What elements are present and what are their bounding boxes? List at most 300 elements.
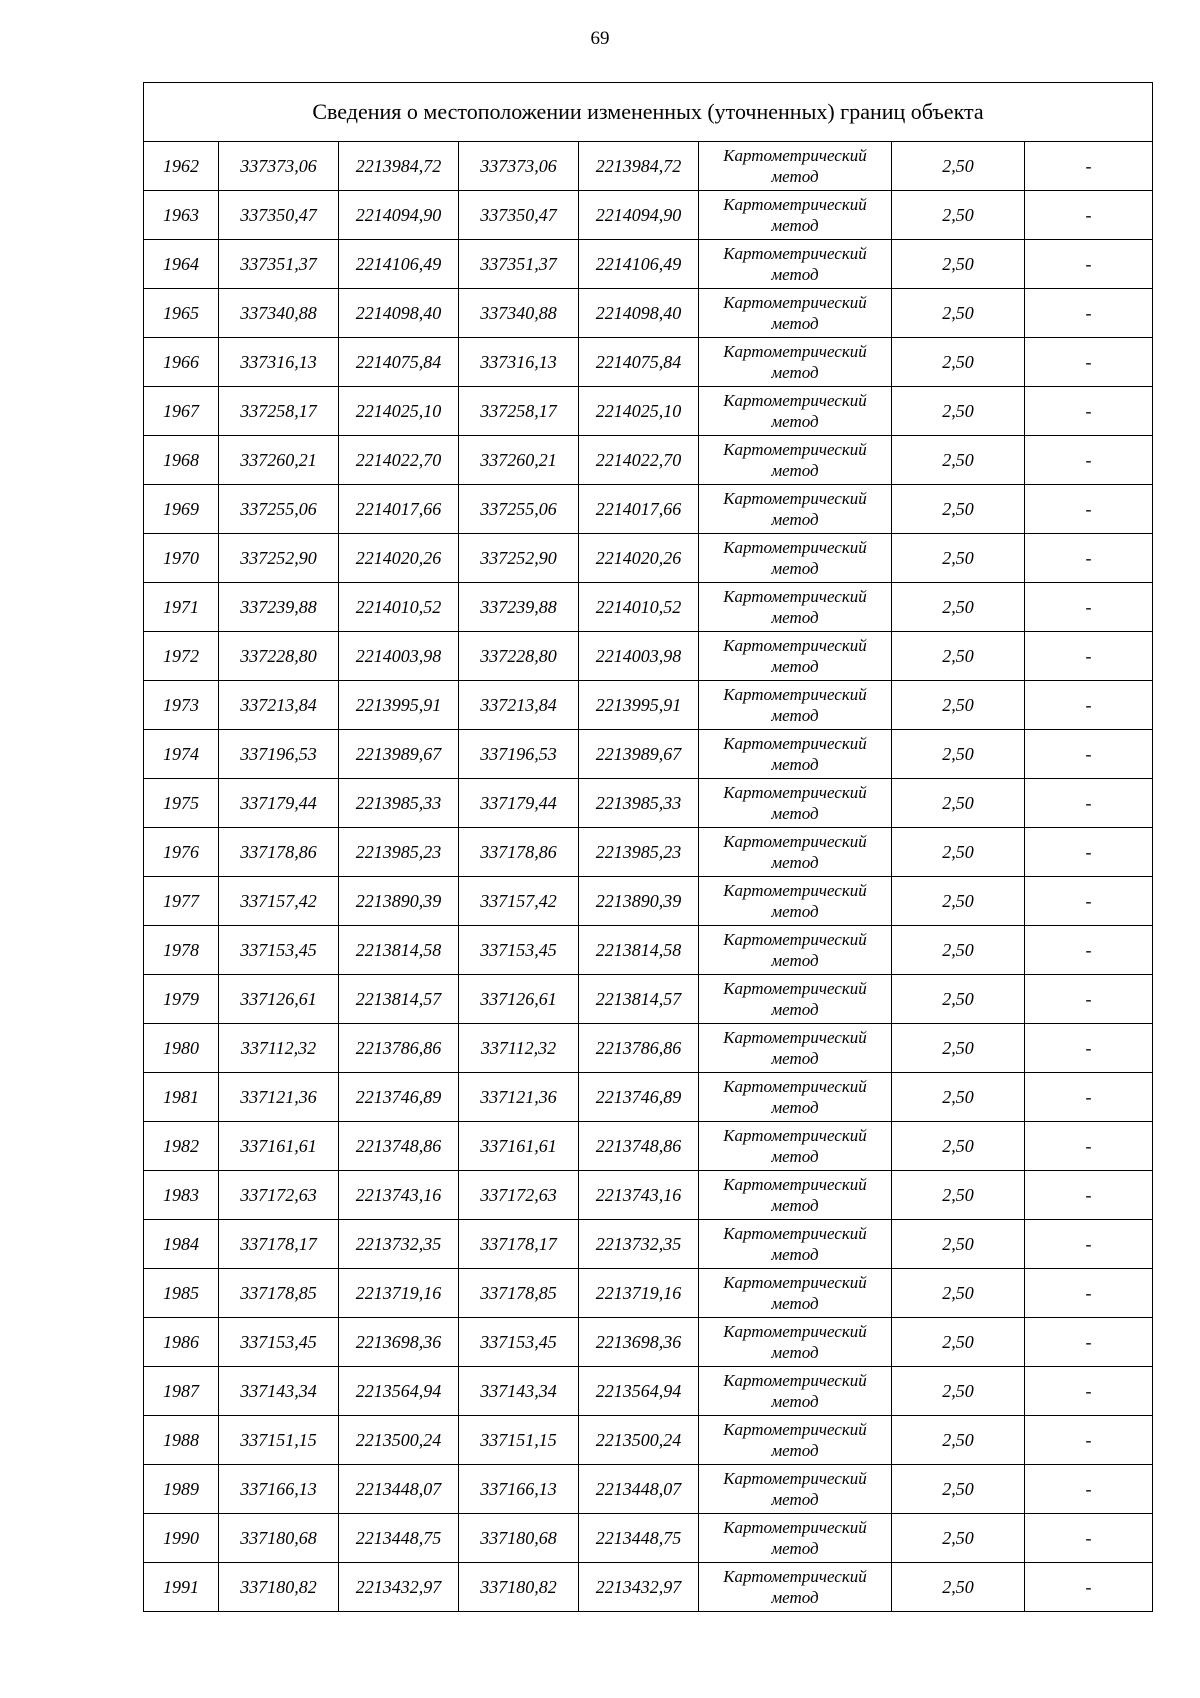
cell-note: - [1025,1416,1153,1465]
cell-method [699,583,892,632]
cell-y2: 2213746,89 [579,1073,699,1122]
cell-x2: 337121,36 [459,1073,579,1122]
cell-y1: 2214017,66 [339,485,459,534]
method-line-2: метод [771,412,819,431]
cell-y1: 2214106,49 [339,240,459,289]
cell-point: 1986 [144,1318,219,1367]
cell-note: - [1025,1563,1153,1612]
cell-y1: 2213814,57 [339,975,459,1024]
cell-y1: 2213432,97 [339,1563,459,1612]
cell-accuracy: 2,50 [892,1416,1025,1465]
cell-method [699,1465,892,1514]
cell-x2: 337172,63 [459,1171,579,1220]
method-line-2: метод [771,755,819,774]
cell-x1: 337252,90 [219,534,339,583]
cell-point: 1975 [144,779,219,828]
cell-x2: 337196,53 [459,730,579,779]
method-line-1: Картометрический [723,391,867,410]
method-line-1: Картометрический [723,1371,867,1390]
cell-note: - [1025,338,1153,387]
cell-accuracy: 2,50 [892,1514,1025,1563]
method-line-1: Картометрический [723,1273,867,1292]
cell-y2: 2213500,24 [579,1416,699,1465]
method-line-2: метод [771,559,819,578]
cell-method [699,1024,892,1073]
cell-point: 1979 [144,975,219,1024]
cell-note: - [1025,289,1153,338]
cell-method [699,779,892,828]
table-row [144,1465,1153,1514]
cell-y1: 2214025,10 [339,387,459,436]
cell-point: 1987 [144,1367,219,1416]
cell-x1: 337213,84 [219,681,339,730]
cell-accuracy: 2,50 [892,1024,1025,1073]
cell-accuracy: 2,50 [892,240,1025,289]
cell-y2: 2213890,39 [579,877,699,926]
cell-note: - [1025,436,1153,485]
cell-y1: 2213985,33 [339,779,459,828]
method-line-1: Картометрический [723,440,867,459]
cell-note: - [1025,240,1153,289]
method-line-1: Картометрический [723,1322,867,1341]
cell-x2: 337126,61 [459,975,579,1024]
cell-x2: 337350,47 [459,191,579,240]
cell-point: 1985 [144,1269,219,1318]
cell-x2: 337351,37 [459,240,579,289]
table-row [144,191,1153,240]
cell-x2: 337178,85 [459,1269,579,1318]
cell-point: 1971 [144,583,219,632]
cell-method [699,1122,892,1171]
table-row [144,632,1153,681]
method-line-1: Картометрический [723,1077,867,1096]
cell-point: 1973 [144,681,219,730]
method-line-1: Картометрический [723,146,867,165]
cell-y2: 2213719,16 [579,1269,699,1318]
cell-y2: 2213448,07 [579,1465,699,1514]
method-line-1: Картометрический [723,195,867,214]
table-row [144,485,1153,534]
table-row [144,1024,1153,1073]
cell-point: 1984 [144,1220,219,1269]
method-line-1: Картометрический [723,342,867,361]
cell-x2: 337178,17 [459,1220,579,1269]
cell-y2: 2213985,23 [579,828,699,877]
table-row [144,1318,1153,1367]
cell-y2: 2213995,91 [579,681,699,730]
cell-point: 1976 [144,828,219,877]
cell-accuracy: 2,50 [892,877,1025,926]
method-line-1: Картометрический [723,1028,867,1047]
method-line-2: метод [771,902,819,921]
method-line-2: метод [771,461,819,480]
cell-method [699,632,892,681]
cell-x1: 337153,45 [219,1318,339,1367]
cell-y2: 2213989,67 [579,730,699,779]
cell-x1: 337126,61 [219,975,339,1024]
cell-y1: 2213985,23 [339,828,459,877]
cell-point: 1982 [144,1122,219,1171]
cell-y1: 2213500,24 [339,1416,459,1465]
cell-method [699,240,892,289]
cell-point: 1962 [144,142,219,191]
cell-note: - [1025,191,1153,240]
cell-point: 1978 [144,926,219,975]
cell-accuracy: 2,50 [892,534,1025,583]
cell-x2: 337239,88 [459,583,579,632]
method-line-2: метод [771,706,819,725]
cell-method [699,191,892,240]
table-row [144,1122,1153,1171]
cell-point: 1967 [144,387,219,436]
cell-point: 1964 [144,240,219,289]
cell-point: 1972 [144,632,219,681]
table-row [144,583,1153,632]
cell-point: 1980 [144,1024,219,1073]
cell-x2: 337255,06 [459,485,579,534]
cell-x2: 337153,45 [459,926,579,975]
cell-accuracy: 2,50 [892,1367,1025,1416]
cell-x1: 337172,63 [219,1171,339,1220]
cell-note: - [1025,632,1153,681]
method-line-2: метод [771,1441,819,1460]
cell-note: - [1025,1514,1153,1563]
cell-note: - [1025,975,1153,1024]
table-row [144,387,1153,436]
cell-x1: 337178,86 [219,828,339,877]
cell-point: 1969 [144,485,219,534]
cell-y1: 2214020,26 [339,534,459,583]
cell-y1: 2213448,07 [339,1465,459,1514]
cell-x1: 337178,85 [219,1269,339,1318]
cell-y1: 2213814,58 [339,926,459,975]
cell-x1: 337340,88 [219,289,339,338]
cell-x2: 337252,90 [459,534,579,583]
method-line-2: метод [771,1490,819,1509]
cell-x1: 337178,17 [219,1220,339,1269]
cell-method [699,926,892,975]
method-line-1: Картометрический [723,1126,867,1145]
cell-note: - [1025,1122,1153,1171]
table-row [144,1514,1153,1563]
cell-method [699,142,892,191]
cell-y1: 2213719,16 [339,1269,459,1318]
table-title: Сведения о местоположении измененных (уточненных) границ объекта [144,83,1153,142]
cell-y1: 2214075,84 [339,338,459,387]
cell-y2: 2213448,75 [579,1514,699,1563]
table-body [144,142,1153,1612]
cell-note: - [1025,583,1153,632]
method-line-2: метод [771,1588,819,1607]
cell-y2: 2214075,84 [579,338,699,387]
cell-method [699,1416,892,1465]
cell-x1: 337373,06 [219,142,339,191]
cell-y2: 2214020,26 [579,534,699,583]
table-row [144,534,1153,583]
cell-y1: 2213989,67 [339,730,459,779]
cell-x2: 337260,21 [459,436,579,485]
table-row [144,681,1153,730]
method-line-2: метод [771,265,819,284]
method-line-1: Картометрический [723,489,867,508]
table-row [144,436,1153,485]
method-line-2: метод [771,1245,819,1264]
method-line-2: метод [771,951,819,970]
method-line-1: Картометрический [723,832,867,851]
method-line-2: метод [771,1000,819,1019]
cell-y2: 2213814,57 [579,975,699,1024]
cell-y2: 2213786,86 [579,1024,699,1073]
cell-y2: 2213732,35 [579,1220,699,1269]
method-line-2: метод [771,1539,819,1558]
cell-x2: 337161,61 [459,1122,579,1171]
cell-y1: 2213698,36 [339,1318,459,1367]
cell-point: 1991 [144,1563,219,1612]
cell-note: - [1025,142,1153,191]
cell-x1: 337143,34 [219,1367,339,1416]
method-line-1: Картометрический [723,979,867,998]
cell-x1: 337228,80 [219,632,339,681]
cell-x2: 337180,82 [459,1563,579,1612]
table-row [144,975,1153,1024]
table-row [144,1269,1153,1318]
cell-y2: 2213985,33 [579,779,699,828]
table-row [144,730,1153,779]
method-line-1: Картометрический [723,1175,867,1194]
cell-y2: 2214010,52 [579,583,699,632]
cell-method [699,1269,892,1318]
cell-method [699,975,892,1024]
table-row [144,1416,1153,1465]
cell-x2: 337157,42 [459,877,579,926]
method-line-1: Картометрический [723,1518,867,1537]
cell-x2: 337228,80 [459,632,579,681]
method-line-1: Картометрический [723,1420,867,1439]
cell-note: - [1025,877,1153,926]
cell-point: 1965 [144,289,219,338]
cell-y1: 2213743,16 [339,1171,459,1220]
cell-y2: 2213984,72 [579,142,699,191]
cell-note: - [1025,1220,1153,1269]
cell-accuracy: 2,50 [892,485,1025,534]
cell-method [699,485,892,534]
cell-x2: 337373,06 [459,142,579,191]
cell-accuracy: 2,50 [892,632,1025,681]
cell-note: - [1025,1465,1153,1514]
cell-x1: 337196,53 [219,730,339,779]
method-line-1: Картометрический [723,881,867,900]
cell-accuracy: 2,50 [892,730,1025,779]
table-row [144,1367,1153,1416]
cell-method [699,387,892,436]
method-line-2: метод [771,853,819,872]
method-line-1: Картометрический [723,1567,867,1586]
cell-x1: 337180,68 [219,1514,339,1563]
cell-x1: 337112,32 [219,1024,339,1073]
method-line-2: метод [771,1343,819,1362]
cell-accuracy: 2,50 [892,926,1025,975]
table-title-row [144,83,1153,142]
cell-accuracy: 2,50 [892,681,1025,730]
method-line-1: Картометрический [723,685,867,704]
cell-accuracy: 2,50 [892,1563,1025,1612]
cell-y2: 2213564,94 [579,1367,699,1416]
method-line-1: Картометрический [723,636,867,655]
cell-y1: 2213995,91 [339,681,459,730]
cell-point: 1970 [144,534,219,583]
cell-x1: 337351,37 [219,240,339,289]
cell-x1: 337255,06 [219,485,339,534]
method-line-2: метод [771,804,819,823]
cell-accuracy: 2,50 [892,828,1025,877]
cell-method [699,534,892,583]
cell-note: - [1025,1318,1153,1367]
cell-x2: 337143,34 [459,1367,579,1416]
cell-accuracy: 2,50 [892,191,1025,240]
cell-accuracy: 2,50 [892,1171,1025,1220]
method-line-2: метод [771,1196,819,1215]
cell-x2: 337112,32 [459,1024,579,1073]
cell-note: - [1025,730,1153,779]
cell-method [699,289,892,338]
cell-x2: 337180,68 [459,1514,579,1563]
cell-y1: 2214003,98 [339,632,459,681]
cell-note: - [1025,926,1153,975]
cell-y1: 2213984,72 [339,142,459,191]
cell-point: 1989 [144,1465,219,1514]
cell-x1: 337258,17 [219,387,339,436]
cell-x2: 337340,88 [459,289,579,338]
cell-note: - [1025,828,1153,877]
cell-y1: 2214094,90 [339,191,459,240]
cell-x1: 337180,82 [219,1563,339,1612]
cell-accuracy: 2,50 [892,1318,1025,1367]
cell-y2: 2214106,49 [579,240,699,289]
cell-y2: 2213748,86 [579,1122,699,1171]
cell-accuracy: 2,50 [892,436,1025,485]
cell-accuracy: 2,50 [892,1220,1025,1269]
cell-y2: 2214017,66 [579,485,699,534]
cell-accuracy: 2,50 [892,1073,1025,1122]
cell-x1: 337151,15 [219,1416,339,1465]
method-line-2: метод [771,363,819,382]
cell-y1: 2213890,39 [339,877,459,926]
cell-point: 1990 [144,1514,219,1563]
cell-accuracy: 2,50 [892,1269,1025,1318]
cell-point: 1988 [144,1416,219,1465]
method-line-2: метод [771,314,819,333]
boundary-coordinates-table [143,82,1153,1612]
cell-accuracy: 2,50 [892,1465,1025,1514]
cell-x1: 337121,36 [219,1073,339,1122]
table-row [144,1073,1153,1122]
cell-y1: 2214098,40 [339,289,459,338]
cell-method [699,681,892,730]
cell-point: 1983 [144,1171,219,1220]
method-line-1: Картометрический [723,538,867,557]
cell-accuracy: 2,50 [892,1122,1025,1171]
cell-x2: 337258,17 [459,387,579,436]
method-line-2: метод [771,1392,819,1411]
cell-x2: 337151,15 [459,1416,579,1465]
cell-note: - [1025,1367,1153,1416]
method-line-1: Картометрический [723,930,867,949]
method-line-1: Картометрический [723,293,867,312]
cell-method [699,730,892,779]
cell-accuracy: 2,50 [892,142,1025,191]
cell-x2: 337213,84 [459,681,579,730]
cell-x1: 337350,47 [219,191,339,240]
cell-x1: 337153,45 [219,926,339,975]
cell-y2: 2214003,98 [579,632,699,681]
cell-method [699,436,892,485]
method-line-1: Картометрический [723,783,867,802]
table-row [144,877,1153,926]
method-line-1: Картометрический [723,244,867,263]
method-line-2: метод [771,1098,819,1117]
cell-accuracy: 2,50 [892,387,1025,436]
method-line-2: метод [771,167,819,186]
cell-x1: 337260,21 [219,436,339,485]
cell-y1: 2213732,35 [339,1220,459,1269]
cell-accuracy: 2,50 [892,338,1025,387]
cell-point: 1974 [144,730,219,779]
table-row [144,779,1153,828]
cell-y1: 2213564,94 [339,1367,459,1416]
cell-x2: 337179,44 [459,779,579,828]
cell-note: - [1025,534,1153,583]
cell-method [699,828,892,877]
cell-note: - [1025,1171,1153,1220]
cell-method [699,1367,892,1416]
cell-method [699,1073,892,1122]
method-line-2: метод [771,216,819,235]
cell-y2: 2214022,70 [579,436,699,485]
cell-accuracy: 2,50 [892,583,1025,632]
method-line-1: Картометрический [723,734,867,753]
cell-accuracy: 2,50 [892,975,1025,1024]
method-line-1: Картометрический [723,1224,867,1243]
cell-accuracy: 2,50 [892,289,1025,338]
cell-point: 1963 [144,191,219,240]
table-row [144,338,1153,387]
method-line-1: Картометрический [723,587,867,606]
cell-x2: 337316,13 [459,338,579,387]
cell-note: - [1025,779,1153,828]
cell-note: - [1025,387,1153,436]
method-line-2: метод [771,1049,819,1068]
cell-note: - [1025,1073,1153,1122]
cell-note: - [1025,1269,1153,1318]
table-row [144,828,1153,877]
cell-y1: 2213748,86 [339,1122,459,1171]
method-line-2: метод [771,510,819,529]
cell-x1: 337239,88 [219,583,339,632]
cell-x2: 337166,13 [459,1465,579,1514]
cell-y2: 2214098,40 [579,289,699,338]
cell-x1: 337157,42 [219,877,339,926]
cell-x2: 337153,45 [459,1318,579,1367]
method-line-2: метод [771,608,819,627]
table-row [144,1220,1153,1269]
cell-method [699,1563,892,1612]
table-row [144,240,1153,289]
table-row [144,1563,1153,1612]
cell-method [699,1318,892,1367]
cell-method [699,1514,892,1563]
cell-point: 1966 [144,338,219,387]
cell-y2: 2214094,90 [579,191,699,240]
